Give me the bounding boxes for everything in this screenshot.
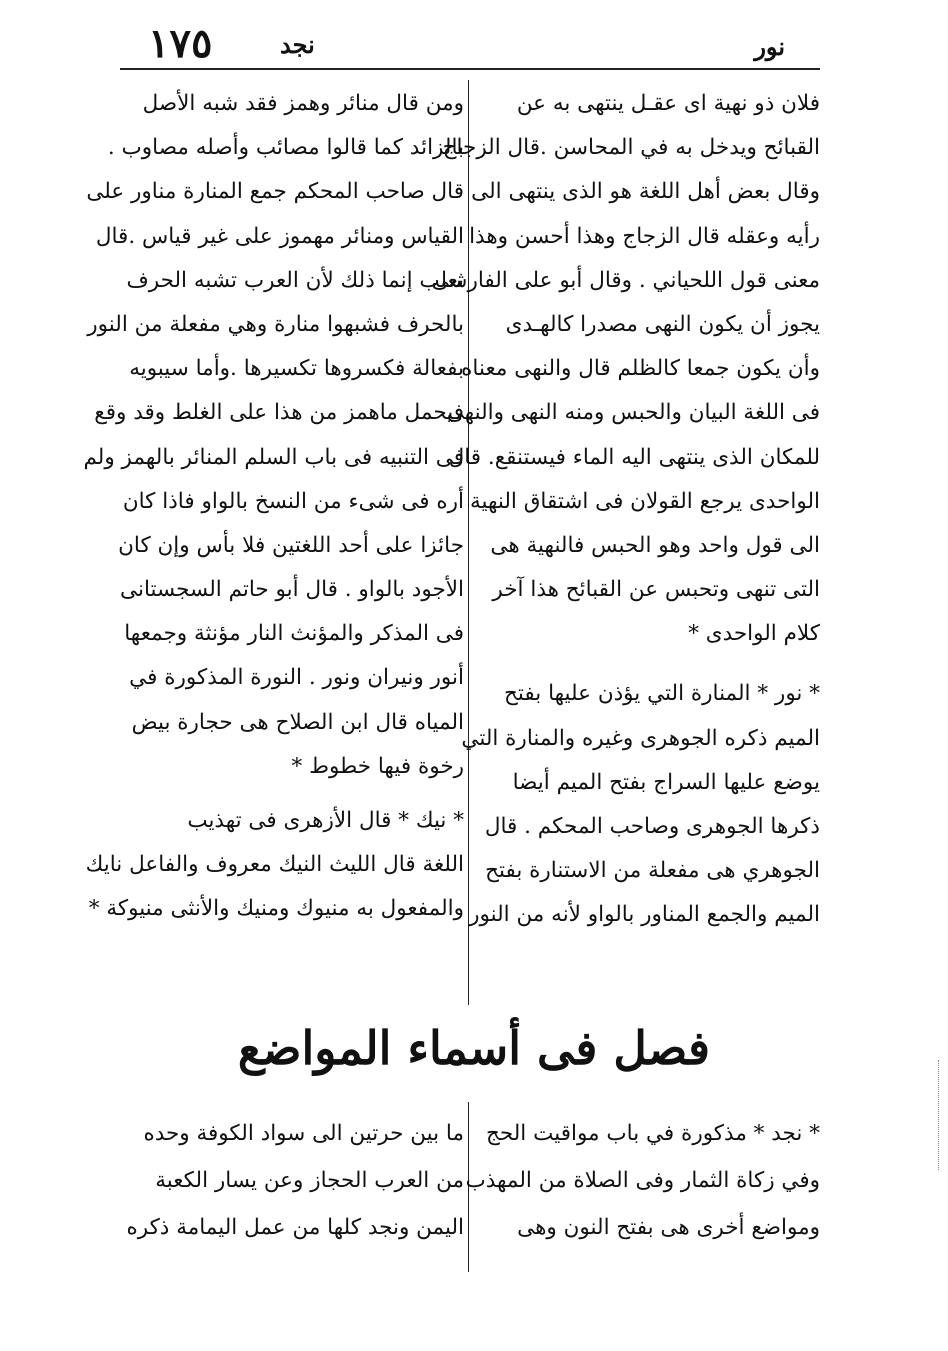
header-rule — [120, 68, 820, 70]
text-line: أنور ونيران ونور . النورة المذكورة في — [129, 665, 464, 691]
text-line: * نجد * مذكورة في باب مواقيت الحج — [485, 1121, 820, 1146]
text-line: التى تنهى وتحبس عن القبائح هذا آخر — [492, 577, 820, 603]
text-line: ثعلب إنما ذلك لأن العرب تشبه الحرف — [126, 267, 464, 293]
text-line: بالزائد كما قالوا مصائب وأصله مصاوب . — [107, 135, 464, 161]
text-line: القبائح ويدخل به في المحاسن .قال الزجاج — [442, 135, 820, 161]
text-line: ومن قال منائر وهمز فقد شبه الأصل — [142, 91, 464, 116]
right-column — [431, 82, 820, 938]
text-line: بالحرف فشبهوا منارة وهي مفعلة من النور — [87, 311, 464, 337]
running-header — [110, 14, 830, 66]
text-line: فلان ذو نهية اى عقـل ينتهى به عن — [516, 91, 820, 116]
text-line: فى التنبيه فى باب السلم المنائر بالهمز ولم — [83, 444, 464, 470]
text-line: كلام الواحدى * — [688, 621, 820, 647]
text-line: فى اللغة البيان والحبس ومنه النهى والنهى — [446, 400, 820, 426]
text-line: جائزا على أحد اللغتين فلا بأس وإن كان — [118, 532, 464, 558]
text-line: القياس ومنائر مهموز على غير قياس .قال — [95, 223, 464, 249]
text-line: المياه قال ابن الصلاح هى حجارة بيض — [131, 709, 464, 735]
text-line: رخوة فيها خطوط * — [291, 753, 464, 779]
text-line: اللغة قال الليث النيك معروف والفاعل نايك — [85, 852, 464, 878]
header-catchword: نجد — [280, 30, 315, 59]
text-line: للمكان الذى ينتهى اليه الماء فيستنقع. قال — [448, 444, 820, 470]
scan-edge-mark — [938, 1060, 939, 1170]
text-line: يوضع عليها السراج بفتح الميم أيضا — [512, 769, 820, 795]
lower-right-column — [465, 1110, 820, 1251]
header-root-word: نور — [754, 32, 785, 61]
section-heading: فصل فى أسماء المواضع — [237, 1021, 711, 1075]
text-line: ذكرها الجوهرى وصاحب المحكم . قال — [484, 814, 820, 839]
text-line: أره فى شىء من النسخ بالواو فاذا كان — [122, 488, 464, 514]
text-line: الجوهري هى مفعلة من الاستنارة بفتح — [485, 858, 820, 884]
left-column — [83, 82, 464, 932]
text-line: وفي زكاة الثمار وفى الصلاة من المهذب — [465, 1168, 820, 1193]
text-line: الواحدى يرجع القولان فى اشتقاق النهية — [469, 488, 820, 514]
text-line: فيحمل ماهمز من هذا على الغلط وقد وقع — [94, 400, 464, 426]
text-line: فى المذكر والمؤنث النار مؤنثة وجمعها — [124, 621, 464, 647]
text-line: الميم ذكره الجوهرى وغيره والمنارة التي — [461, 725, 820, 751]
text-line: * نور * المنارة التي يؤذن عليها بفتح — [504, 681, 820, 707]
text-line: وأن يكون جمعا كالظلم قال والنهى معناه — [461, 356, 820, 382]
text-line: من العرب الحجاز وعن يسار الكعبة — [155, 1168, 464, 1193]
text-line: وقال بعض أهل اللغة هو الذى ينتهى الى — [471, 179, 820, 205]
entry-gap — [474, 656, 820, 672]
text-line: رأيه وعقله قال الزجاج وهذا أحسن وهذا — [469, 223, 820, 249]
text-line: الى قول واحد وهو الحبس فالنهية هى — [490, 532, 820, 558]
entry-gap — [118, 789, 464, 799]
page-number: ١٧٥ — [148, 20, 213, 67]
text-line: * نيك * قال الأزهرى فى تهذيب — [187, 808, 464, 833]
text-line: ما بين حرتين الى سواد الكوفة وحده — [143, 1121, 464, 1146]
lower-left-column — [118, 1110, 464, 1251]
text-line: يجوز أن يكون النهى مصدرا كالهـدى — [505, 311, 820, 337]
text-line: الميم والجمع المناور بالواو لأنه من النور — [469, 902, 820, 928]
text-line: بفعالة فكسروها تكسيرها .وأما سيبويه — [129, 356, 464, 382]
text-line: اليمن ونجد كلها من عمل اليمامة ذكره — [126, 1215, 464, 1240]
text-line: ومواضع أخرى هى بفتح النون وهى — [517, 1215, 820, 1240]
text-line: والمفعول به منيوك ومنيك والأنثى منيوكة * — [88, 896, 464, 922]
text-line: الأجود بالواو . قال أبو حاتم السجستانى — [120, 577, 464, 603]
text-line: معنى قول اللحياني . وقال أبو على الفارسى — [431, 267, 820, 293]
text-line: قال صاحب المحكم جمع المنارة مناور على — [86, 179, 464, 205]
